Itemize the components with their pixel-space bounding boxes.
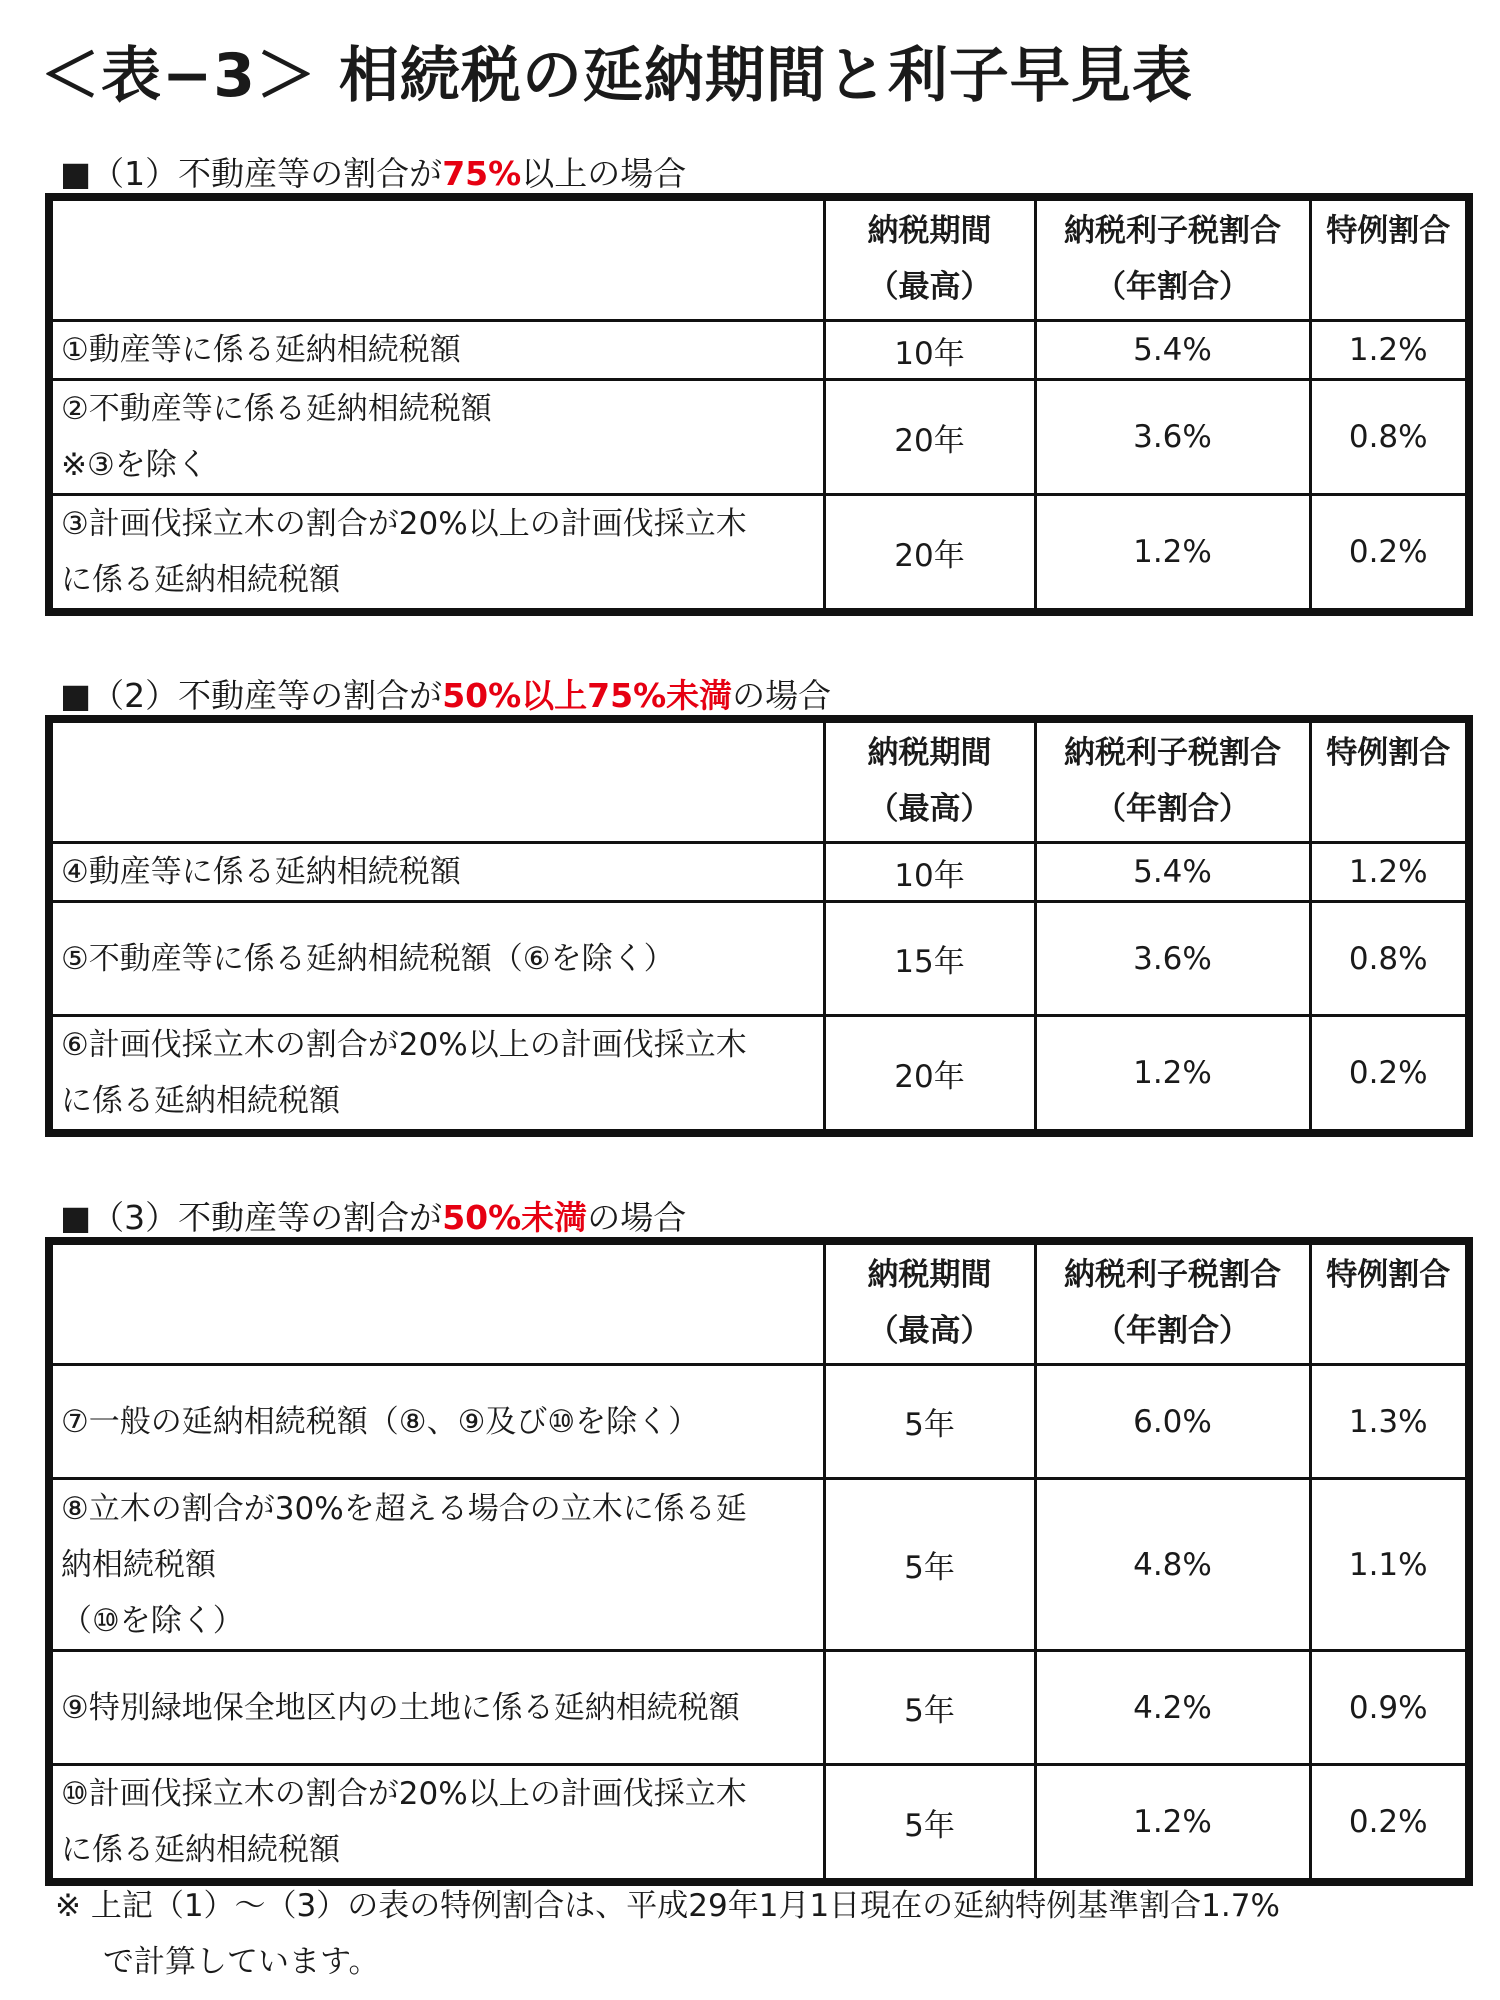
table-header-row: [49, 719, 1469, 843]
row-period: 5年: [824, 1765, 1035, 1883]
row-rate: 1.2%: [1035, 1016, 1310, 1134]
table-row: [49, 380, 1469, 495]
rate-table-3: [45, 1237, 1473, 1886]
section-heading-prefix: ■（2）不動産等の割合が: [60, 676, 443, 715]
row-special: 0.2%: [1310, 1016, 1469, 1134]
row-period: 10年: [824, 321, 1035, 380]
row-rate: 6.0%: [1035, 1365, 1310, 1479]
row-period: 5年: [824, 1479, 1035, 1651]
row-special: 0.8%: [1310, 902, 1469, 1016]
header-rate: 納税利子税割合 （年割合）: [1035, 719, 1310, 843]
row-rate: 5.4%: [1035, 321, 1310, 380]
footnote: [55, 1878, 1280, 1990]
section-heading-prefix: ■（3）不動産等の割合が: [60, 1198, 443, 1237]
table-header-row: [49, 1241, 1469, 1365]
header-blank: [49, 197, 824, 321]
row-rate: 5.4%: [1035, 843, 1310, 902]
header-special: 特例割合: [1310, 719, 1469, 843]
row-special: 1.3%: [1310, 1365, 1469, 1479]
row-period: 20年: [824, 495, 1035, 613]
table-row: [49, 495, 1469, 613]
section-heading-suffix: 以上の場合: [521, 154, 687, 193]
section-heading-threshold: 50%以上75%未満: [442, 676, 733, 715]
row-special: 0.2%: [1310, 1765, 1469, 1883]
section-heading-suffix: の場合: [732, 676, 832, 715]
row-special: 1.1%: [1310, 1479, 1469, 1651]
row-description: ⑨特別緑地保全地区内の土地に係る延納相続税額: [49, 1651, 824, 1765]
row-rate: 4.2%: [1035, 1651, 1310, 1765]
row-special: 1.2%: [1310, 843, 1469, 902]
footnote-line: ※ 上記（1）〜（3）の表の特例割合は、平成29年1月1日現在の延納特例基準割合1.7%: [55, 1888, 1280, 1924]
row-period: 10年: [824, 843, 1035, 902]
table-row: [49, 1765, 1469, 1883]
row-period: 5年: [824, 1365, 1035, 1479]
section-heading-3: [60, 1192, 686, 1239]
header-blank: [49, 1241, 824, 1365]
row-period: 5年: [824, 1651, 1035, 1765]
section-heading-2: [60, 670, 831, 717]
page-title: ＜表−3＞ 相続税の延納期間と利子早見表: [40, 41, 1193, 111]
row-period: 20年: [824, 1016, 1035, 1134]
row-description: ⑩計画伐採立木の割合が20%以上の計画伐採立木 に係る延納相続税額: [49, 1765, 824, 1883]
section-heading-1: [60, 148, 686, 195]
row-rate: 4.8%: [1035, 1479, 1310, 1651]
table-row: [49, 321, 1469, 380]
row-rate: 3.6%: [1035, 902, 1310, 1016]
row-description: ⑤不動産等に係る延納相続税額（⑥を除く）: [49, 902, 824, 1016]
header-special: 特例割合: [1310, 1241, 1469, 1365]
header-period: 納税期間 （最高）: [824, 719, 1035, 843]
table-row: [49, 1651, 1469, 1765]
row-description: ⑥計画伐採立木の割合が20%以上の計画伐採立木 に係る延納相続税額: [49, 1016, 824, 1134]
table-row: [49, 1479, 1469, 1651]
header-special: 特例割合: [1310, 197, 1469, 321]
header-period: 納税期間 （最高）: [824, 1241, 1035, 1365]
row-rate: 1.2%: [1035, 1765, 1310, 1883]
section-heading-threshold: 50%未満: [442, 1198, 588, 1237]
rate-table-2: [45, 715, 1473, 1137]
row-period: 20年: [824, 380, 1035, 495]
footnote-line: で計算しています。: [103, 1944, 380, 1980]
section-heading-threshold: 75%: [442, 154, 522, 193]
row-period: 15年: [824, 902, 1035, 1016]
section-heading-suffix: の場合: [587, 1198, 687, 1237]
row-special: 0.9%: [1310, 1651, 1469, 1765]
row-special: 0.2%: [1310, 495, 1469, 613]
header-period: 納税期間 （最高）: [824, 197, 1035, 321]
row-description: ⑦一般の延納相続税額（⑧、⑨及び⑩を除く）: [49, 1365, 824, 1479]
header-rate: 納税利子税割合 （年割合）: [1035, 1241, 1310, 1365]
row-rate: 3.6%: [1035, 380, 1310, 495]
section-heading-prefix: ■（1）不動産等の割合が: [60, 154, 443, 193]
header-blank: [49, 719, 824, 843]
row-special: 1.2%: [1310, 321, 1469, 380]
row-special: 0.8%: [1310, 380, 1469, 495]
row-description: ①動産等に係る延納相続税額: [49, 321, 824, 380]
row-description: ④動産等に係る延納相続税額: [49, 843, 824, 902]
table-header-row: [49, 197, 1469, 321]
row-description: ③計画伐採立木の割合が20%以上の計画伐採立木 に係る延納相続税額: [49, 495, 824, 613]
rate-table-1: [45, 193, 1473, 616]
row-rate: 1.2%: [1035, 495, 1310, 613]
row-description: ②不動産等に係る延納相続税額 ※③を除く: [49, 380, 824, 495]
table-row: [49, 1365, 1469, 1479]
table-row: [49, 843, 1469, 902]
row-description: ⑧立木の割合が30%を超える場合の立木に係る延 納相続税額 （⑩を除く）: [49, 1479, 824, 1651]
table-row: [49, 902, 1469, 1016]
header-rate: 納税利子税割合 （年割合）: [1035, 197, 1310, 321]
table-row: [49, 1016, 1469, 1134]
